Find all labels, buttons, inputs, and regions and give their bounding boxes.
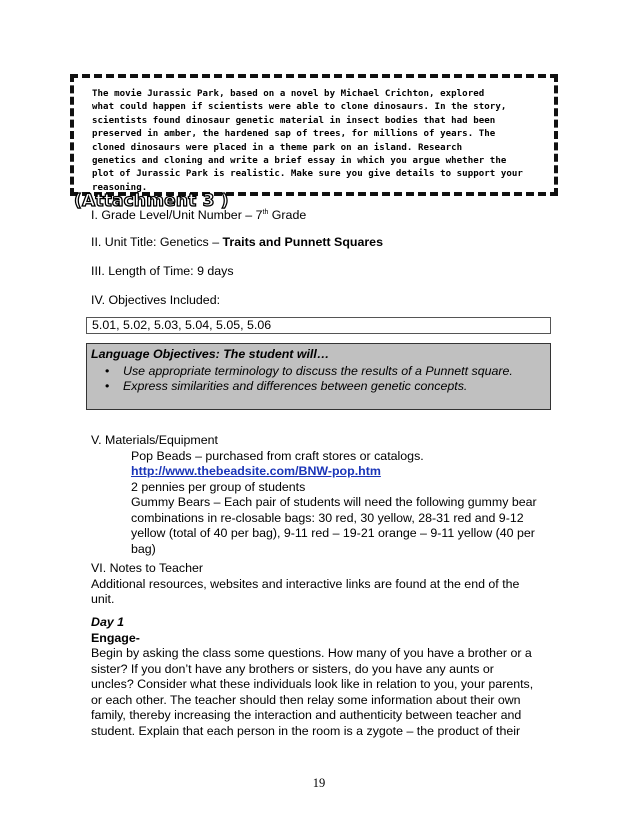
notes-heading: VI. Notes to Teacher xyxy=(91,561,204,575)
day1-line: or each other. The teacher should then relay some information about their own xyxy=(91,692,521,707)
language-objectives-list xyxy=(91,364,546,395)
grade-level-line xyxy=(91,205,306,223)
objectives-value: 5.01, 5.02, 5.03, 5.04, 5.05, 5.06 xyxy=(92,318,272,332)
grade-prefix: I. Grade Level/Unit Number – 7 xyxy=(91,208,263,222)
day1-line: uncles? Consider what these individuals look like in relation to you, your parents, xyxy=(91,677,534,691)
gummy-line: combinations in re-closable bags: 30 red, 30 yellow, 28-31 red and 9-12 xyxy=(131,510,524,525)
materials-heading: V. Materials/Equipment xyxy=(91,433,218,447)
day1-heading: Day 1 xyxy=(91,615,125,629)
essay-prompt-text xyxy=(92,88,542,195)
engage-heading: Engage- xyxy=(91,630,140,645)
unit-title-bold: Traits and Punnett Squares xyxy=(222,235,383,249)
objectives-box xyxy=(86,317,551,334)
unit-title-prefix: II. Unit Title: Genetics – xyxy=(91,235,223,249)
day1-section xyxy=(91,615,533,739)
list-item: • Use appropriate terminology to discuss the results of a Punnett square. xyxy=(91,364,546,380)
gummy-line: Gummy Bears – Each pair of students will need the following gummy bear xyxy=(131,495,537,509)
unit-title-line xyxy=(91,235,383,250)
attachment-label: (Attachment 3 ) xyxy=(74,191,229,211)
language-objectives-box xyxy=(86,343,551,410)
gummy-line: yellow (total of 40 per bag), 9-11 red – 19-21 orange – 9-11 yellow (40 per xyxy=(131,526,535,540)
length-of-time: III. Length of Time: 9 days xyxy=(91,264,234,278)
prompt-line: scientists found dinosaur genetic material in insect bodies that had been xyxy=(92,115,496,126)
objectives-heading: IV. Objectives Included: xyxy=(91,293,221,307)
language-objectives-title: Language Objectives: The student will… xyxy=(91,347,330,361)
day1-line: Begin by asking the class some questions. How many of you have a brother or a xyxy=(91,646,532,660)
prompt-line: genetics and cloning and write a brief essay in which you argue whether the xyxy=(92,156,507,167)
bead-site-link[interactable]: http://www.thebeadsite.com/BNW-pop.htm xyxy=(131,464,381,478)
prompt-line: The movie Jurassic Park, based on a novel by Michael Crichton, explored xyxy=(92,89,485,99)
day1-line: student. Explain that each person in the room is a zygote – the product of their xyxy=(91,723,521,738)
grade-suffix: Grade xyxy=(268,208,307,222)
essay-prompt-box xyxy=(70,74,558,196)
pennies-line: 2 pennies per group of students xyxy=(131,479,306,494)
grade-sup: th xyxy=(262,209,269,216)
materials-section xyxy=(91,433,537,557)
notes-line: unit. xyxy=(91,592,115,606)
list-item: • Express similarities and differences between genetic concepts. xyxy=(91,379,546,395)
notes-section xyxy=(91,561,519,608)
prompt-line: plot of Jurassic Park is realistic. Make sure you give details to support your xyxy=(92,169,523,180)
gummy-line: bag) xyxy=(131,541,156,556)
prompt-line: reasoning. xyxy=(92,182,148,193)
page-number: 19 xyxy=(312,776,326,790)
prompt-line: preserved in amber, the hardened sap of trees, for millions of years. The xyxy=(92,129,496,140)
pop-beads-line: Pop Beads – purchased from craft stores or catalogs. xyxy=(131,448,424,463)
prompt-line: cloned dinosaurs were placed in a theme park on an island. Research xyxy=(92,142,463,153)
day1-line: sister? If you don’t have any brothers or sisters, do you have any aunts or xyxy=(91,661,494,676)
day1-line: family, thereby increasing the interaction and authenticity between teacher and xyxy=(91,708,522,722)
prompt-line: what could happen if scientists were able to clone dinosaurs. In the story, xyxy=(92,102,507,113)
notes-line: Additional resources, websites and interactive links are found at the end of the xyxy=(91,576,520,591)
